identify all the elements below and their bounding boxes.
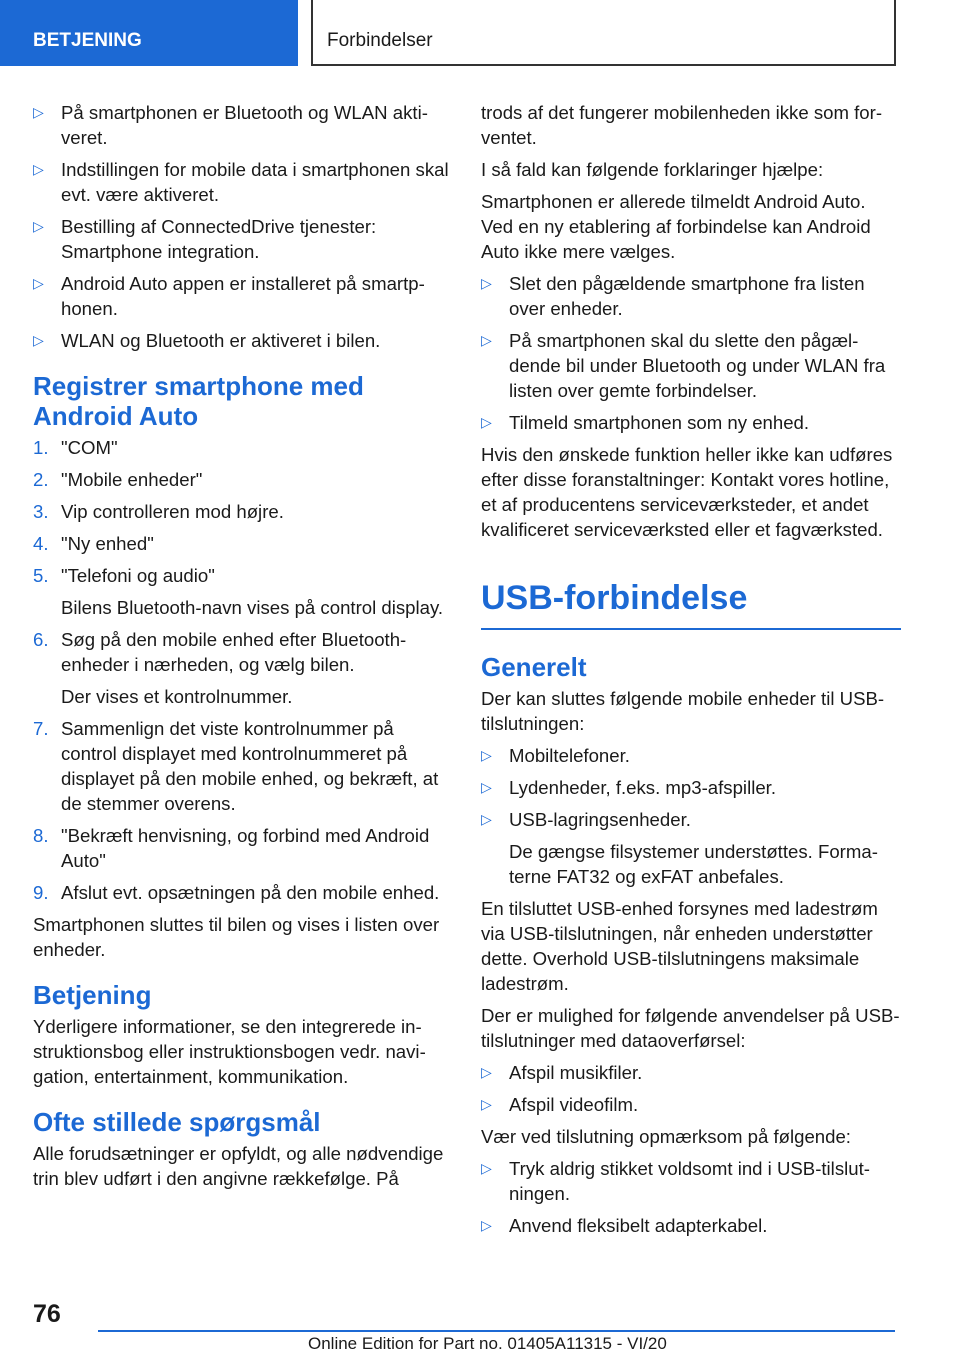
step-item: 3. Vip controlleren mod højre.	[33, 501, 284, 522]
triangle-bullet-icon: ▷	[481, 1064, 492, 1080]
page-number: 76	[33, 1300, 61, 1328]
list-item: ▷ Tryk aldrig stikket voldsomt ind i USB-tilslutningen.	[481, 1158, 870, 1204]
triangle-bullet-icon: ▷	[481, 414, 492, 430]
list-item: ▷ Tilmeld smartphonen som ny enhed.	[481, 412, 810, 433]
triangle-bullet-icon: ▷	[481, 275, 492, 291]
triangle-bullet-icon: ▷	[481, 1160, 492, 1176]
step-item: 6. Søg på den mobile enhed efter Bluetooth-enheder i nærheden, og vælg bilen.	[33, 629, 407, 675]
list-item: ▷ Mobiltelefoner.	[481, 745, 630, 766]
general-paragraph: Der er mulighed for følgende anvendelser på USB-tilslutninger med dataoverførsel:	[481, 1005, 900, 1051]
triangle-bullet-icon: ▷	[33, 218, 44, 234]
list-item: ▷ USB-lagringsenheder.	[481, 809, 691, 830]
step-item: 5. "Telefoni og audio"	[33, 565, 215, 586]
section-tab: BETJENING	[0, 0, 298, 66]
register-steps	[33, 435, 453, 588]
list-item: ▷ Slet den pågældende smartphone fra listen over enheder.	[481, 273, 865, 319]
step-item: 2. "Mobile enheder"	[33, 469, 203, 490]
triangle-bullet-icon: ▷	[481, 811, 492, 827]
heading-general: Generelt	[481, 652, 587, 682]
step-item: 9. Afslut evt. opsætningen på den mobile enhed.	[33, 882, 440, 903]
edition-text: Online Edition for Part no. 01405A11315 - VI/20	[308, 1334, 667, 1353]
page-header	[0, 0, 960, 68]
heading-faq: Ofte stillede spørgsmål	[33, 1107, 321, 1137]
faq-bullet-list	[481, 271, 901, 435]
list-item: ▷ Bestilling af ConnectedDrive tjenester: Smartphone integration.	[33, 216, 377, 262]
triangle-bullet-icon: ▷	[33, 104, 44, 120]
step-item: 7. Sammenlign det viste kontrolnummer på control displayet med kontrolnummeret på displayet på den mobile enhed, og bekræft, at de stemmer overens.	[33, 718, 439, 814]
list-item: ▷ Lydenheder, f.eks. mp3-afspiller.	[481, 777, 777, 798]
heading-usb-connection: USB-forbindelse	[481, 578, 901, 630]
step-item: 1. "COM"	[33, 437, 118, 458]
footer-divider	[98, 1330, 895, 1332]
faq-text: Alle forudsætninger er opfyldt, og alle nødvendige trin blev udført i den angivne rækkefølge. På	[33, 1143, 444, 1189]
list-item: ▷ Anvend fleksibelt adapterkabel.	[481, 1215, 768, 1236]
triangle-bullet-icon: ▷	[33, 275, 44, 291]
bullet-note: De gængse filsystemer understøttes. Formaterne FAT32 og exFAT anbefales.	[509, 841, 878, 887]
operation-text: Yderligere informationer, se den integrerede instruktionsbog eller instruktionsbogen vedr. navigation, entertainment, kommunikation.	[33, 1016, 426, 1087]
register-closing-text: Smartphonen sluttes til bilen og vises i listen over enheder.	[33, 914, 440, 960]
list-item: ▷ WLAN og Bluetooth er aktiveret i bilen.	[33, 330, 381, 351]
general-paragraph: En tilsluttet USB-enhed forsynes med ladestrøm via USB-tilslutningen, når enheden understøtter dette. Overhold USB-tilslutningens maksimale ladestrøm.	[481, 898, 878, 994]
triangle-bullet-icon: ▷	[33, 161, 44, 177]
step-item: 4. "Ny enhed"	[33, 533, 154, 554]
usage-list	[481, 1060, 901, 1117]
faq-continuation: trods af det fungerer mobilenheden ikke som forventet.	[481, 102, 883, 148]
general-paragraph: Vær ved tilslutning opmærksom på følgende:	[481, 1126, 851, 1147]
heading-operation: Betjening	[33, 980, 152, 1010]
step-note: Der vises et kontrolnummer.	[61, 686, 293, 707]
triangle-bullet-icon: ▷	[481, 747, 492, 763]
list-item: ▷ Afspil musikfiler.	[481, 1062, 643, 1083]
triangle-bullet-icon: ▷	[481, 1217, 492, 1233]
faq-paragraph: Hvis den ønskede funktion heller ikke kan udføres efter disse foranstaltninger: Kontakt vores hotline, et af producentens serviceværksteder, et andet kvalificeret serviceværksted eller et fagværksted.	[481, 444, 893, 540]
device-list	[481, 743, 901, 832]
list-item: ▷ På smartphonen skal du slette den pågældende bil under Bluetooth og under WLAN fra listen over gemte forbindelser.	[481, 330, 886, 401]
right-column	[481, 100, 901, 1245]
faq-paragraph: I så fald kan følgende forklaringer hjælpe:	[481, 159, 824, 180]
triangle-bullet-icon: ▷	[481, 332, 492, 348]
step-note: Bilens Bluetooth-navn vises på control display.	[61, 597, 444, 618]
triangle-bullet-icon: ▷	[481, 779, 492, 795]
list-item: ▷ På smartphonen er Bluetooth og WLAN aktiveret.	[33, 102, 428, 148]
triangle-bullet-icon: ▷	[481, 1096, 492, 1112]
step-item: 8. "Bekræft henvisning, og forbind med Android Auto"	[33, 825, 430, 871]
left-column	[33, 100, 453, 1198]
caution-list	[481, 1156, 901, 1238]
heading-register: Registrer smartphone med Android Auto	[33, 371, 364, 431]
faq-paragraph: Smartphonen er allerede tilmeldt Android Auto. Ved en ny etablering af forbindelse kan Android Auto ikke mere vælges.	[481, 191, 871, 262]
list-item: ▷ Afspil videofilm.	[481, 1094, 639, 1115]
general-paragraph: Der kan sluttes følgende mobile enheder til USB-tilslutningen:	[481, 688, 885, 734]
list-item: ▷ Android Auto appen er installeret på smartphonen.	[33, 273, 425, 319]
triangle-bullet-icon: ▷	[33, 332, 44, 348]
list-item: ▷ Indstillingen for mobile data i smartphonen skal evt. være aktiveret.	[33, 159, 449, 205]
prerequisite-list	[33, 100, 453, 353]
chapter-title: Forbindelser	[311, 0, 896, 66]
